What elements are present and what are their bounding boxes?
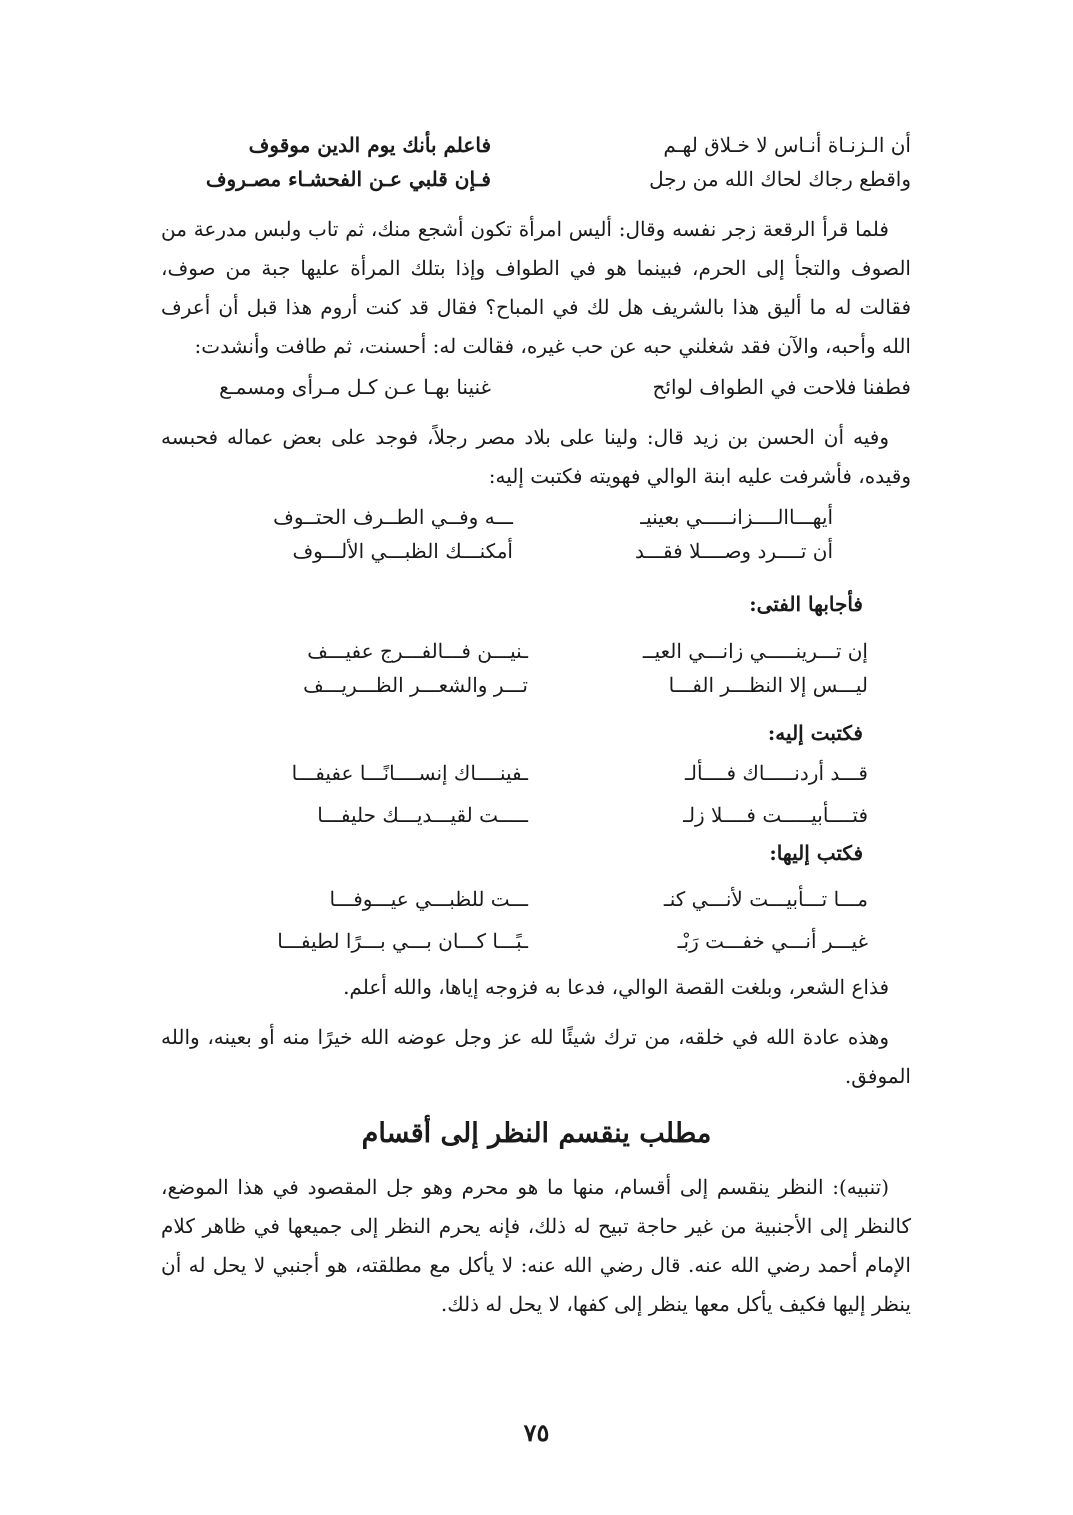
paragraph-5-block — [161, 1168, 911, 1324]
paragraph-2-block — [161, 418, 911, 496]
verse-first-hemistich: ليـــس إلا النظـــر الفـــا — [668, 673, 868, 697]
verse-first-hemistich: إن تـــرينـــــي زانـــي العيــ — [642, 639, 868, 663]
label-3-block — [563, 716, 863, 750]
paragraph-1-block — [161, 210, 911, 366]
verse-line — [161, 162, 911, 196]
paragraph-5: (تنبيه): النظر ينقسم إلى أقسام، منها ما هو محرم وهو جل المقصود في هذا الموضع، كالنظر إلى الأجنبية من غير حاجة تبيح له ذلك، فإنه يحرم النظر إلى جميعها في ظاهر كلام الإمام أحمد رضي الله عنه. قال رضي الله عنه: لا يأكل مع مطلقته، هو أجنبي لا يحل له أن ينظر إليها فكيف يأكل معها ينظر إلى كفها، لا يحل له ذلك. — [161, 1175, 911, 1316]
paragraph-3: فذاع الشعر، وبلغت القصة الوالي، فدعا به فزوجه إياها، والله أعلم. — [343, 975, 889, 999]
verse-line — [218, 752, 868, 794]
verse-second-hemistich: ـبًـــا كـــان بـــي بـــرًا لطيفـــا — [277, 929, 528, 953]
verse-first-hemistich: أن الـزنـاة أنـاس لا خـلاق لهـم — [663, 133, 911, 157]
reply-label: فأجابها الفتى: — [749, 592, 863, 616]
paragraph-2: وفيه أن الحسن بن زيد قال: ولينا على بلاد مصر رجلاً، فوجد على بعض عماله فحبسه وقيده، فأشرفت عليه ابنة الوالي فهويته فكتبت إليه: — [161, 425, 911, 488]
verse-line — [233, 534, 833, 568]
verse-first-hemistich: مـــا تـــأبيـــت لأنـــي كنـ — [663, 887, 868, 911]
verse-second-hemistich: ـنيـــن فـــالفـــرج عفيـــف — [307, 639, 528, 663]
paragraph-1: فلما قرأ الرقعة زجر نفسه وقال: أليس امرأة تكون أشجع منك، ثم تاب ولبس مدرعة من الصوف والتجأ إلى الحرم، فبينما هو في الطواف وإذا بتلك المرأة عليها جبة من صوف، فقالت له ما أليق هذا بالشريف هل لك في المباح؟ فقال قد كنت أروم هذا قبل أن أعرف الله وأحبه، والآن فقد شغلني حبه عن حب غيره، فقالت له: أحسنت، ثم طافت وأنشدت: — [161, 217, 911, 358]
label-2-block — [563, 587, 863, 621]
verse-first-hemistich: فتــــأبيـــــت فــــلا زلـ — [683, 803, 868, 827]
verse-second-hemistich: تـــر والشعـــر الظـــريـــف — [303, 673, 528, 697]
verse-line — [218, 794, 868, 836]
verse-line — [218, 920, 868, 962]
verse-second-hemistich: ـــت للظبـــي عيـــوفـــا — [329, 887, 528, 911]
label-4-block — [563, 836, 863, 870]
reply-label: فكتب إليها: — [769, 841, 863, 865]
verse-second-hemistich: أمكنـــك الظبـــي الألـــوف — [292, 539, 513, 563]
verse-second-hemistich: فاعلم بأنك يوم الدين موقوف — [248, 133, 491, 157]
verse-first-hemistich: قـــد أردنـــــاك فــــألـ — [685, 761, 868, 785]
verse-line — [218, 878, 868, 920]
verse-first-hemistich: أيهـــاالــــزانـــــي بعينيـ — [640, 505, 833, 529]
verse-first-hemistich: واقطع رجاك لحاك الله من رجل — [649, 167, 911, 191]
verse-second-hemistich: ـــه وفــي الطــرف الحتــوف — [273, 505, 513, 529]
verse-line — [161, 370, 911, 404]
verse-second-hemistich: ـــــت لقيـــديـــك حليفـــا — [317, 803, 528, 827]
section-heading: مطلب ينقسم النظر إلى أقسام — [361, 1118, 712, 1149]
verses-4 — [218, 752, 868, 836]
verse-middle — [161, 370, 911, 404]
verse-second-hemistich: فـإن قلبي عـن الفحشـاء مصـروف — [205, 167, 491, 191]
verses-5 — [218, 878, 868, 962]
paragraph-3-block — [161, 968, 911, 1007]
paragraph-4: وهذه عادة الله في خلقه، من ترك شيئًا لله عز وجل عوضه الله خيرًا منه أو بعينه، والله الموفق. — [161, 1025, 911, 1088]
verse-line — [218, 668, 868, 702]
verse-line — [161, 128, 911, 162]
verse-line — [233, 500, 833, 534]
page-number: ٧٥ — [523, 1418, 550, 1447]
reply-label: فكتبت إليه: — [767, 721, 863, 745]
verse-first-hemistich: فطفنا فلاحت في الطواف لوائح — [652, 375, 911, 399]
verse-first-hemistich: غيـــر أنـــي خفـــت رَبْـ — [677, 929, 868, 953]
verse-first-hemistich: أن تــــرد وصــــلا فقـــد — [634, 539, 833, 563]
paragraph-4-block — [161, 1018, 911, 1096]
verse-line — [218, 634, 868, 668]
verses-3 — [218, 634, 868, 702]
verse-second-hemistich: ـفينــــاك إنســــانًـــا عفيفـــا — [291, 761, 528, 785]
verses-top — [161, 128, 911, 196]
verses-2 — [233, 500, 833, 568]
verse-second-hemistich: غنينا بهـا عـن كـل مـرأى ومسمـع — [219, 375, 491, 399]
